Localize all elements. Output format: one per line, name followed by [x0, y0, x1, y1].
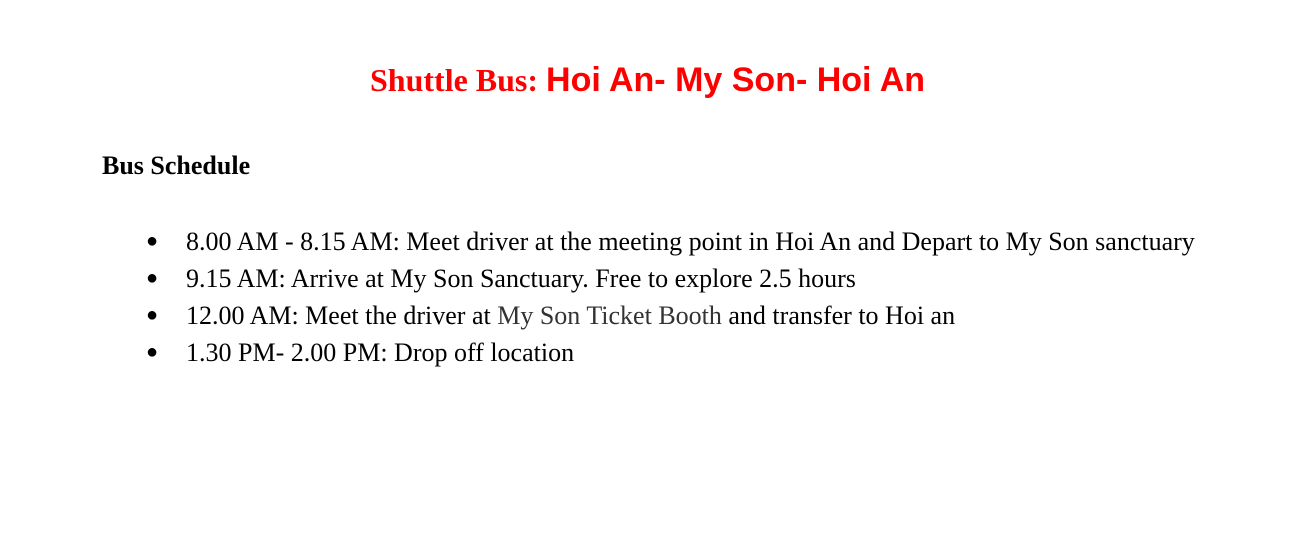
bullet-icon: ●: [146, 267, 159, 289]
list-item: [140, 334, 1200, 371]
schedule-list: [140, 223, 1200, 371]
schedule-item-text: 9.15 AM: Arrive at My Son Sanctuary. Free to explore 2.5 hours: [186, 264, 856, 293]
title-prefix: Shuttle Bus:: [369, 62, 539, 98]
bullet-icon: ●: [146, 230, 159, 252]
list-item: [140, 223, 1200, 260]
schedule-item-text-start: 12.00 AM: Meet the driver at: [186, 301, 498, 330]
schedule-item-text-end: and transfer to Hoi an: [721, 301, 956, 330]
schedule-item-text: 8.00 AM - 8.15 AM: Meet driver at the meeting point in Hoi An and Depart to My Son sanctuary: [186, 227, 1195, 256]
bullet-icon: ●: [146, 341, 159, 363]
schedule-item-text: 1.30 PM- 2.00 PM: Drop off location: [186, 338, 575, 367]
list-item: [140, 260, 1200, 297]
bullet-icon: ●: [146, 304, 159, 326]
section-heading: Bus Schedule: [102, 151, 251, 180]
title-route: Hoi An- My Son- Hoi An: [546, 61, 926, 99]
list-item: [140, 297, 1200, 334]
ticket-booth-location: My Son Ticket Booth: [497, 301, 722, 330]
page-title: [0, 60, 1295, 101]
